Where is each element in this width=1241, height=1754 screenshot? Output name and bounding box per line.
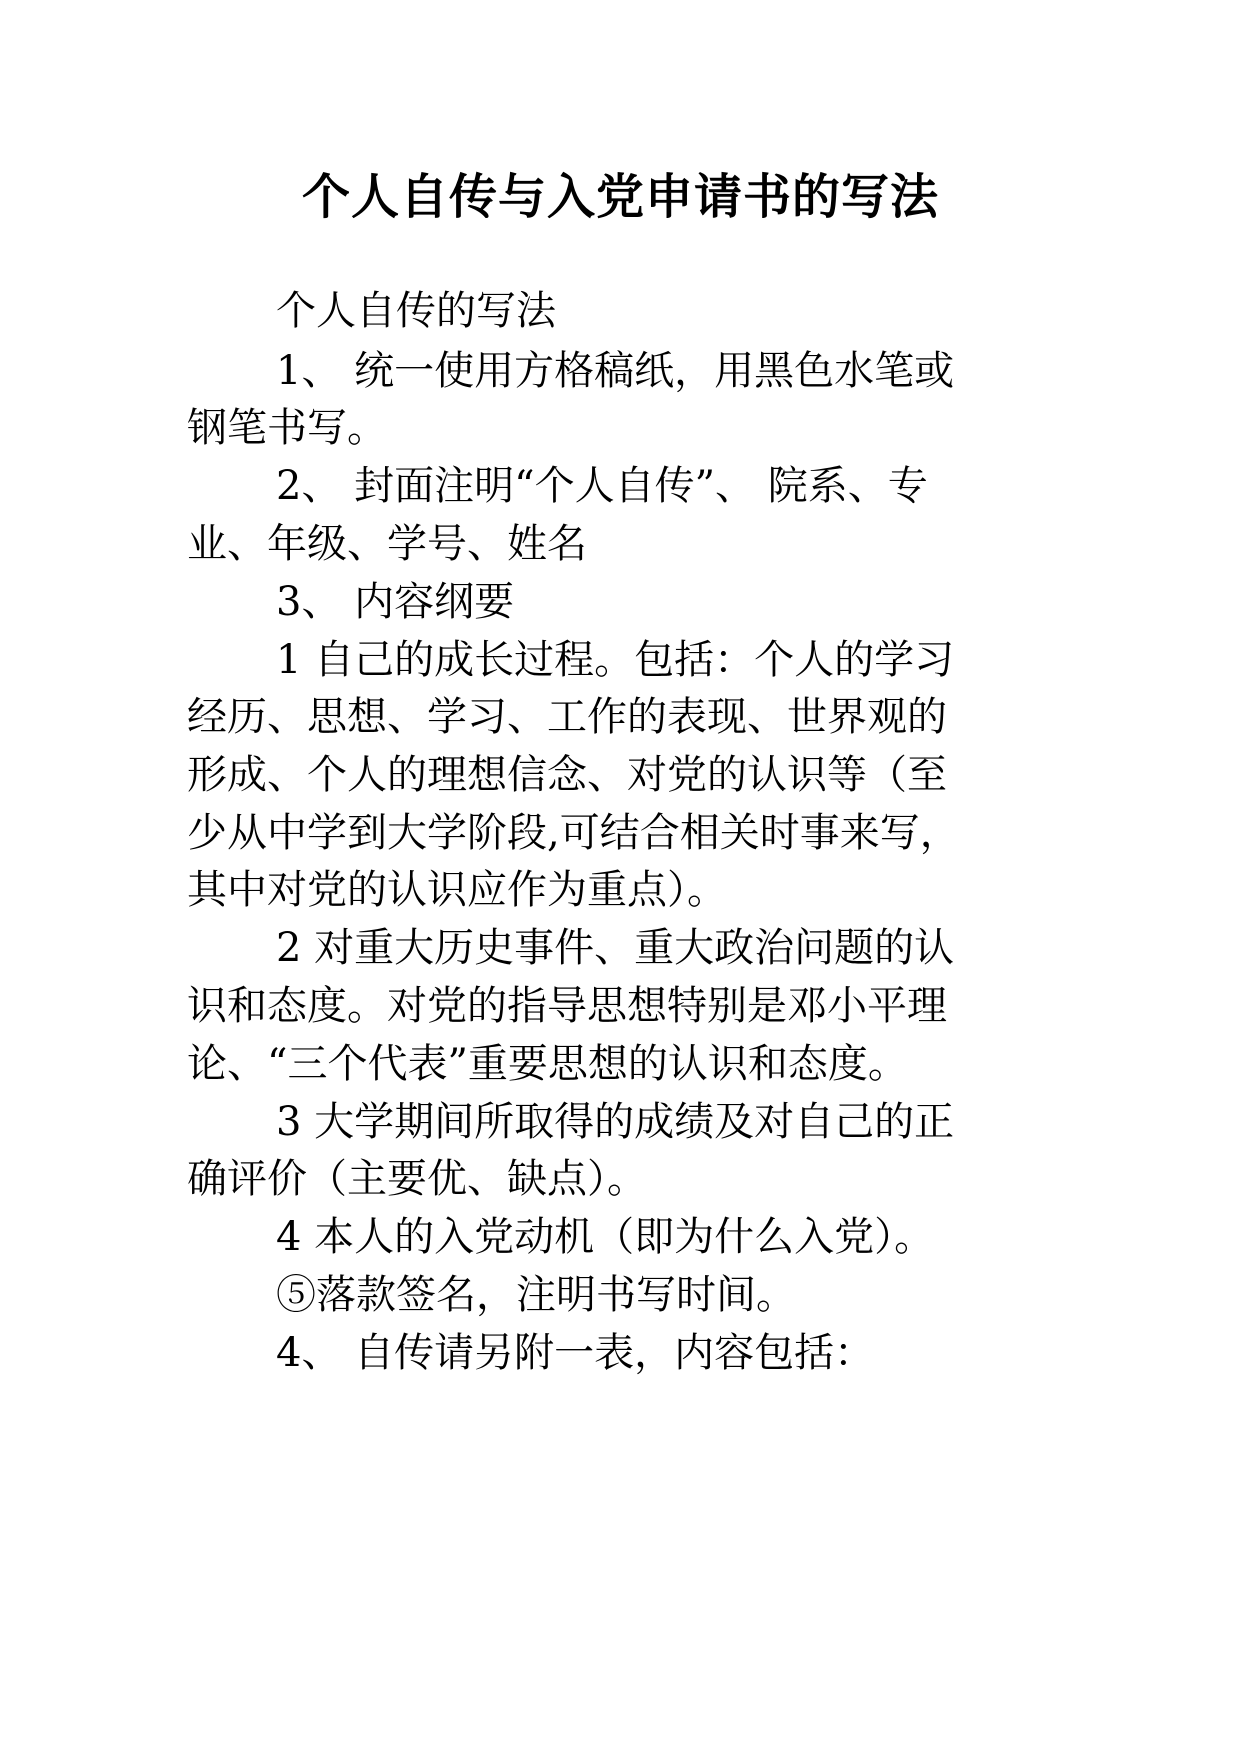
section-heading-autobiography: 个人自传的写法	[276, 288, 556, 334]
paragraph-line: 确评价（主要优、缺点）。	[187, 1156, 647, 1202]
paragraph-line: 2、 封面注明“个人自传”、 院系、专	[276, 463, 928, 509]
paragraph-line: 其中对党的认识应作为重点）。	[187, 867, 727, 913]
paragraph-line: 2 对重大历史事件、重大政治问题的认	[276, 925, 955, 971]
paragraph-line: 3、 内容纲要	[276, 579, 515, 625]
paragraph-line: 4、 自传请另附一表，内容包括：	[276, 1330, 875, 1376]
paragraph-line: 4 本人的入党动机（即为什么入党）。	[276, 1214, 935, 1260]
paragraph-line: 论、“三个代表”重要思想的认识和态度。	[187, 1041, 908, 1087]
paragraph-line: 钢笔书写。	[187, 405, 387, 451]
paragraph-line: 3 大学期间所取得的成绩及对自己的正	[276, 1099, 955, 1145]
paragraph-line: 业、年级、学号、姓名	[187, 521, 587, 567]
document-title: 个人自传与入党申请书的写法	[301, 169, 939, 225]
paragraph-line: 少从中学到大学阶段,可结合相关时事来写，	[187, 810, 960, 856]
paragraph-line: 1、 统一使用方格稿纸，用黑色水笔或	[276, 348, 955, 394]
paragraph-line: 1 自己的成长过程。包括：个人的学习	[276, 637, 955, 683]
paragraph-line: ⑤落款签名，注明书写时间。	[276, 1272, 796, 1318]
paragraph-line: 经历、思想、学习、工作的表现、世界观的	[187, 694, 947, 740]
paragraph-line: 形成、个人的理想信念、对党的认识等（至	[187, 752, 947, 798]
paragraph-line: 识和态度。对党的指导思想特别是邓小平理	[187, 983, 947, 1029]
